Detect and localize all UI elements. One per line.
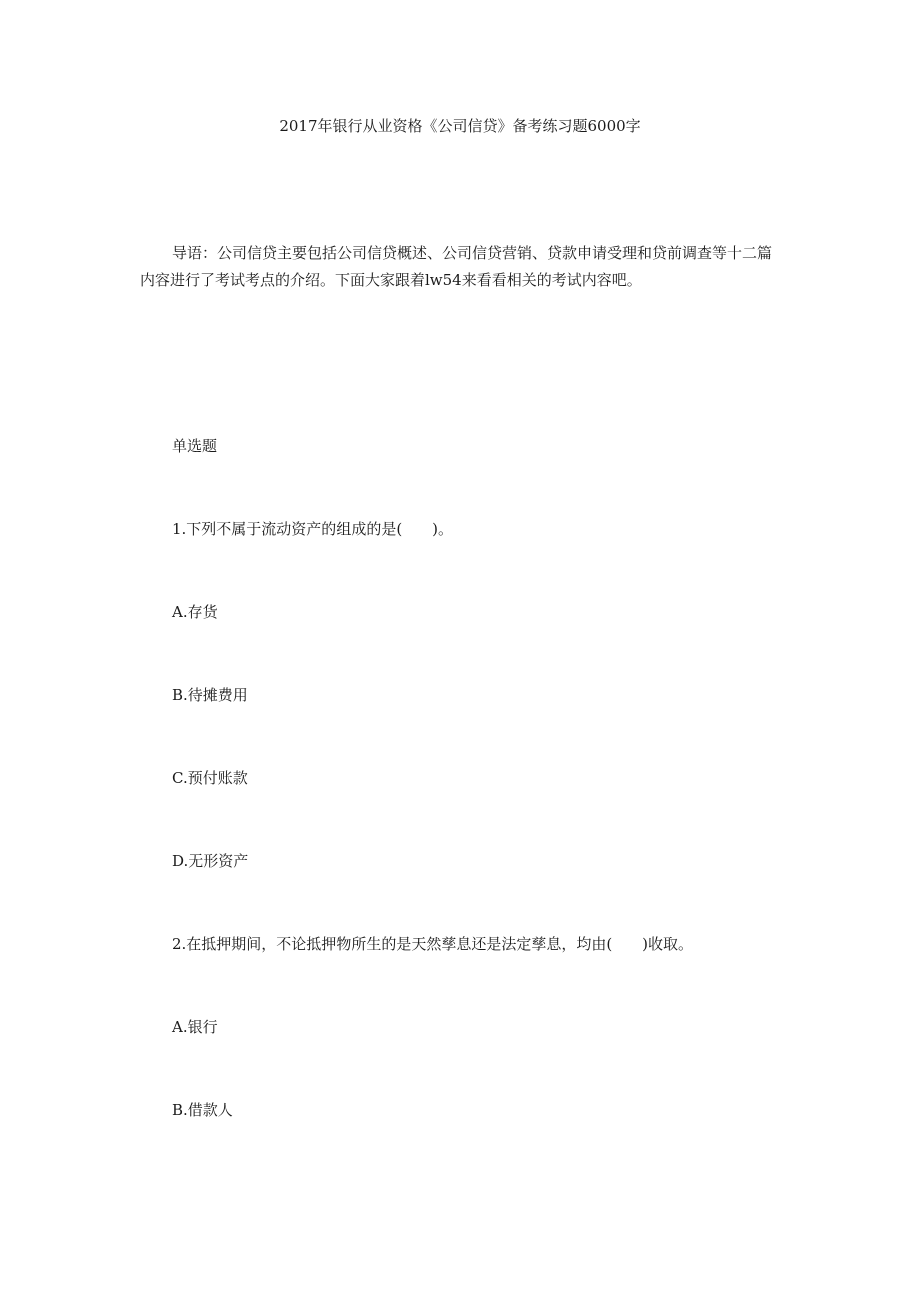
question-2-option-a: A.银行 [172, 1018, 218, 1036]
question-1-stem: 1.下列不属于流动资产的组成的是( )。 [172, 520, 454, 538]
question-1-option-a: A.存货 [172, 603, 218, 621]
section-heading: 单选题 [172, 437, 218, 455]
question-1-option-b: B.待摊费用 [172, 686, 248, 704]
question-2-option-b: B.借款人 [172, 1101, 233, 1119]
document-title: 2017年银行从业资格《公司信贷》备考练习题6000字 [279, 117, 641, 135]
intro-paragraph: 导语：公司信贷主要包括公司信贷概述、公司信贷营销、贷款申请受理和贷前调查等十二篇内容进行了考试考点的介绍。下面大家跟着lw54来看看相关的考试内容吧。 [140, 244, 773, 289]
question-1-option-d: D.无形资产 [172, 852, 249, 870]
question-2-stem: 2.在抵押期间，不论抵押物所生的是天然孳息还是法定孳息，均由( )收取。 [172, 935, 694, 953]
question-1-option-c: C.预付账款 [172, 769, 248, 787]
